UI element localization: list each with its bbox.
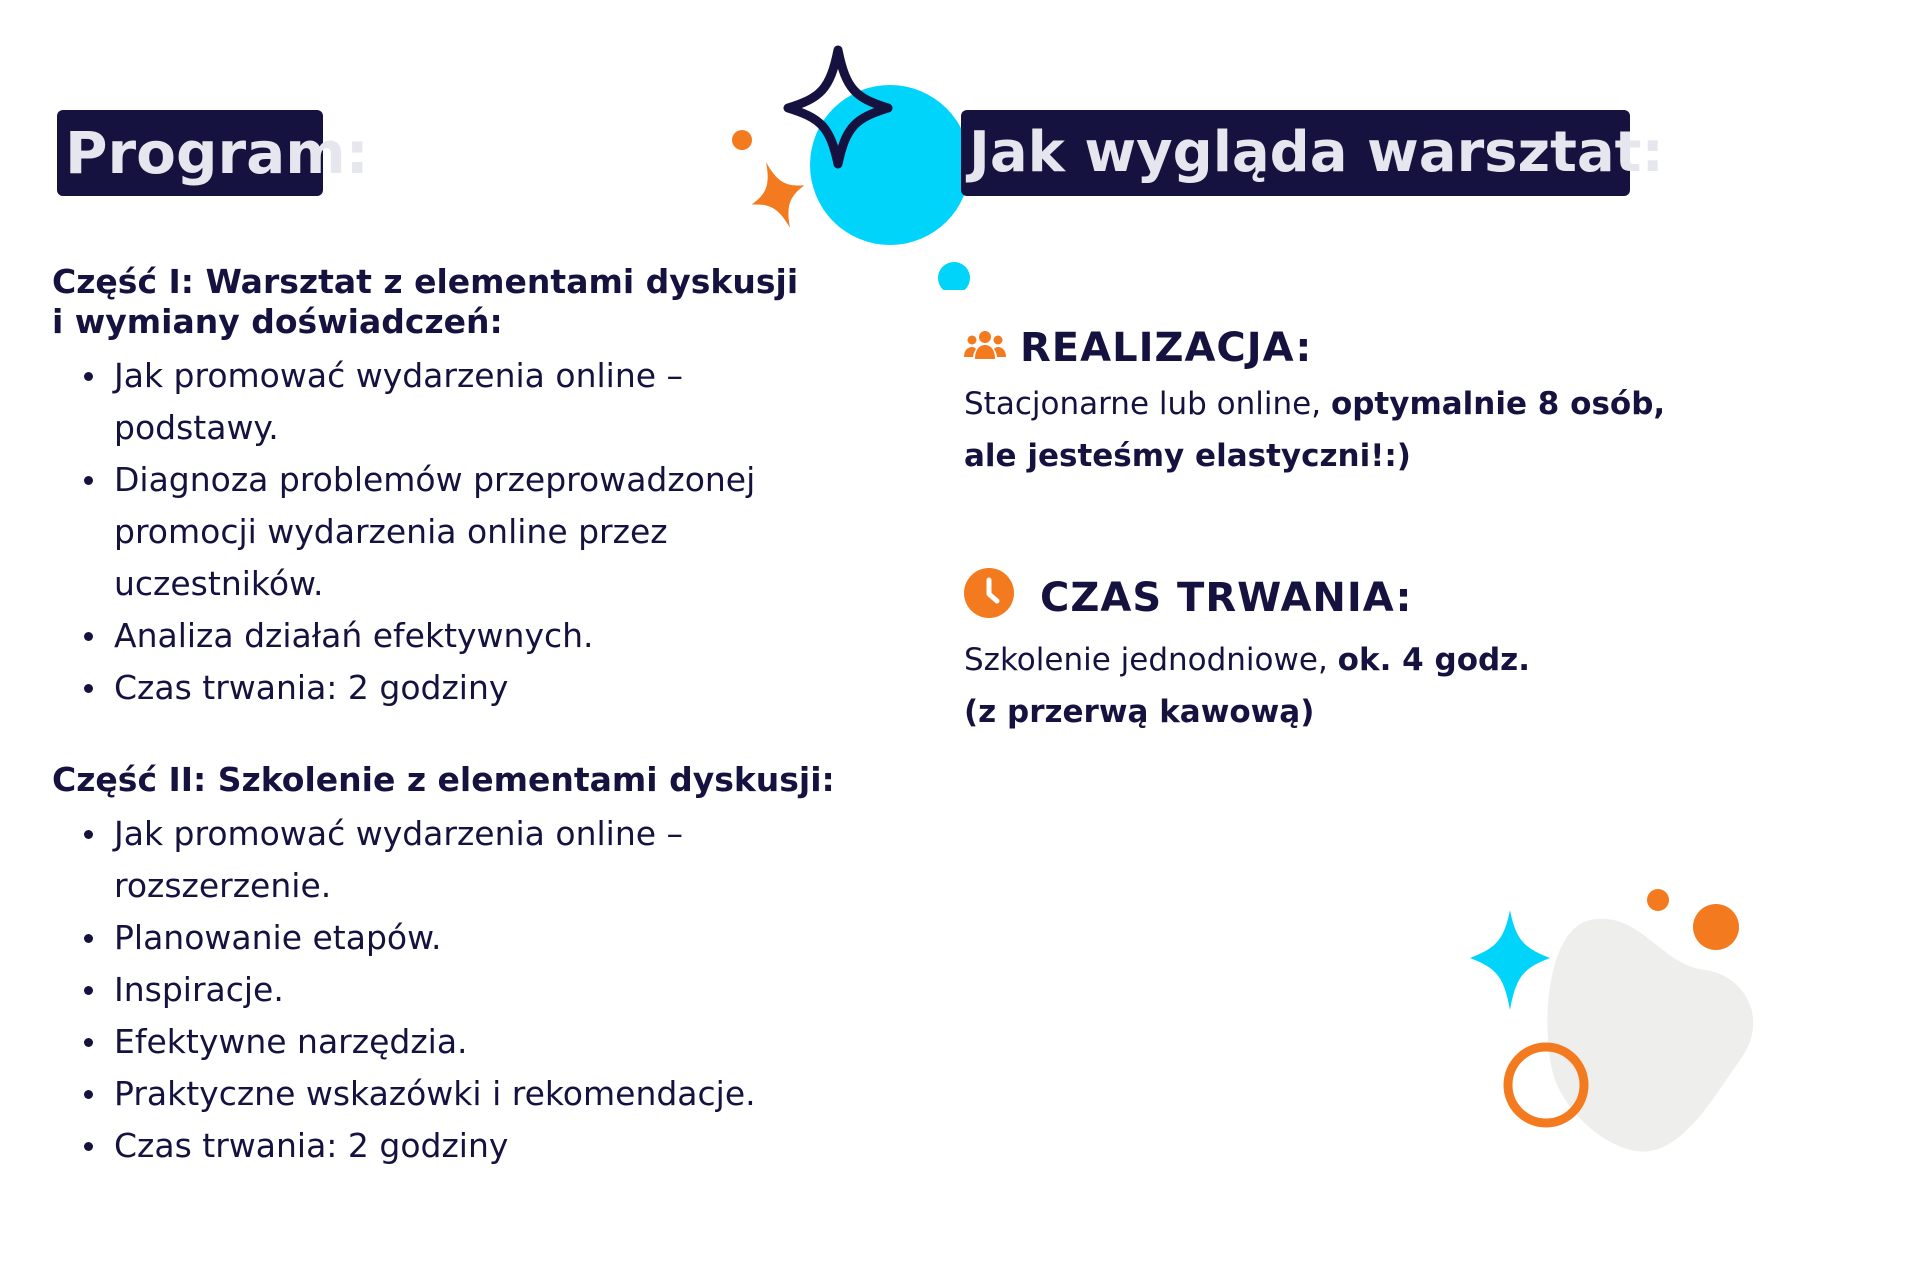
part2-list	[52, 808, 852, 1172]
clock-icon	[964, 568, 1014, 628]
list-item: Czas trwania: 2 godziny	[114, 1120, 852, 1172]
czas-text-plain: Szkolenie jednodniowe,	[964, 642, 1338, 678]
top-decoration	[700, 30, 1000, 290]
bottom-decoration	[1450, 870, 1770, 1170]
czas-text-bold2: (z przerwą kawową)	[964, 694, 1315, 730]
orange-dot-large	[1693, 904, 1739, 950]
czas-title-row	[964, 570, 1764, 626]
workshop-heading: Jak wygląda warsztat:	[961, 110, 1630, 196]
cyan-dot	[938, 262, 970, 290]
list-item: Jak promować wydarzenia online – podstawy.	[114, 350, 852, 454]
realizacja-title: REALIZACJA:	[1020, 325, 1313, 371]
list-item: Efektywne narzędzia.	[114, 1016, 852, 1068]
orange-small-dot	[1647, 889, 1669, 911]
program-heading: Program:	[57, 110, 323, 196]
realizacja-text-plain: Stacjonarne lub online,	[964, 386, 1331, 422]
list-item: Praktyczne wskazówki i rekomendacje.	[114, 1068, 852, 1120]
part1-title-line1: Część I: Warsztat z elementami dyskusji	[52, 262, 799, 301]
realizacja-text-bold1: optymalnie 8 osób,	[1330, 386, 1666, 422]
part1-title-line2: i wymiany doświadczeń:	[52, 302, 503, 341]
realizacja-text-bold2: ale jesteśmy elastyczni!:)	[964, 438, 1411, 474]
orange-dot	[732, 130, 752, 150]
people-icon	[964, 325, 1006, 371]
part1-title	[52, 262, 852, 342]
part1-list	[52, 350, 852, 714]
list-item: Jak promować wydarzenia online – rozszerzenie.	[114, 808, 852, 912]
list-item: Inspiracje.	[114, 964, 852, 1016]
realizacja-title-row	[964, 320, 1764, 376]
orange-sparkle	[740, 153, 817, 238]
czas-text	[964, 634, 1764, 738]
czas-text-bold1: ok. 4 godz.	[1337, 642, 1530, 678]
list-item: Analiza działań efektywnych.	[114, 610, 852, 662]
list-item: Czas trwania: 2 godziny	[114, 662, 852, 714]
program-column	[52, 262, 852, 1172]
workshop-column	[964, 320, 1764, 738]
gray-blob	[1547, 919, 1753, 1152]
realizacja-text	[964, 378, 1764, 482]
part2-title: Część II: Szkolenie z elementami dyskusji:	[52, 760, 835, 799]
czas-title: CZAS TRWANIA:	[1040, 575, 1413, 621]
list-item: Diagnoza problemów przeprowadzonej promocji wydarzenia online przez uczestników.	[114, 454, 852, 610]
cyan-sparkle	[1470, 910, 1550, 1010]
list-item: Planowanie etapów.	[114, 912, 852, 964]
